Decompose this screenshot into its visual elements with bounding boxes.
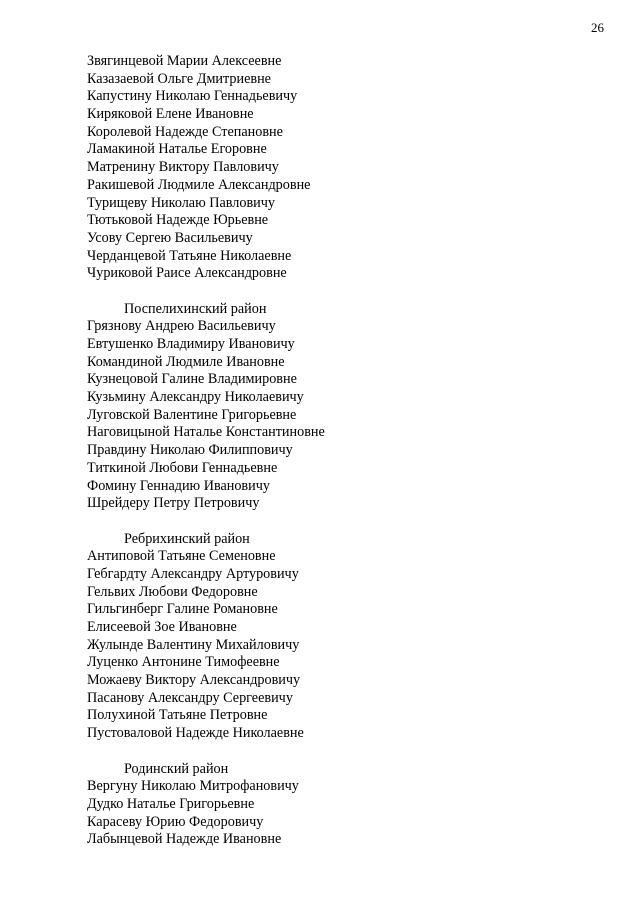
list-item: Правдину Николаю Филипповичу [87,442,293,459]
list-item: Черданцевой Татьяне Николаевне [87,247,292,264]
section-spacer [87,743,607,761]
section-pospelikhinsky [87,301,607,513]
list-item: Можаеву Виктору Александровичу [87,672,301,689]
section-heading: Ребрихинский район [124,530,250,547]
list-item: Титкиной Любови Геннадьевне [87,459,278,476]
list-item: Турищеву Николаю Павловичу [87,194,276,211]
list-item: Гебгардту Александру Артуровичу [87,565,299,582]
list-item: Матренину Виктору Павловичу [87,159,279,176]
list-item: Жулынде Валентину Михайловичу [87,636,300,653]
section-rebrikhinsky [87,531,607,743]
list-item: Наговицыной Наталье Константиновне [87,424,325,441]
list-item: Киряковой Елене Ивановне [87,106,254,123]
list-item: Звягинцевой Марии Алексеевне [87,53,282,69]
section-list [87,53,607,283]
list-item: Чуриковой Раисе Александровне [87,265,287,282]
list-item: Елисеевой Зое Ивановне [87,619,237,635]
list-item: Дудко Наталье Григорьевне [87,795,255,812]
list-item: Ламакиной Наталье Егоровне [87,141,267,158]
list-item: Командиной Людмиле Ивановне [87,353,285,370]
section-heading: Поспелихинский район [124,300,267,317]
list-item: Антиповой Татьяне Семеновне [87,548,276,565]
list-item: Фомину Геннадию Ивановичу [87,477,270,494]
list-item: Лабынцевой Надежде Ивановне [87,831,282,848]
page-number: 26 [591,20,604,35]
list-item: Луценко Антонине Тимофеевне [87,654,280,671]
list-item: Усову Сергею Васильевичу [87,229,253,246]
list-item: Ракишевой Людмиле Александровне [87,176,311,193]
list-item: Евтушенко Владимиру Ивановичу [87,336,295,352]
list-item: Карасеву Юрию Федоровичу [87,813,264,830]
section-heading: Родинский район [124,760,229,777]
list-item: Капустину Николаю Геннадьевичу [87,88,298,105]
list-item: Гельвих Любови Федоровне [87,583,258,600]
section-rodinsky [87,761,607,849]
list-item: Полухиной Татьяне Петровне [87,707,268,724]
list-item: Пустоваловой Надежде Николаевне [87,725,304,742]
list-item: Луговской Валентине Григорьевне [87,406,297,423]
list-item: Кузьмину Александру Николаевичу [87,389,304,406]
list-item: Вергуну Николаю Митрофановичу [87,778,299,795]
list-item: Казазаевой Ольге Дмитриевне [87,70,271,87]
list-item: Гильгинберг Галине Романовне [87,601,278,618]
list-item: Грязнову Андрею Васильевичу [87,318,276,335]
section-spacer [87,283,607,301]
list-item: Кузнецовой Галине Владимировне [87,371,297,388]
list-item: Тютьковой Надежде Юрьевне [87,212,269,229]
list-item: Пасанову Александру Сергеевичу [87,689,293,706]
list-item: Королевой Надежде Степановне [87,123,283,140]
document-body [87,53,607,849]
section-spacer [87,513,607,531]
list-item: Шрейдеру Петру Петровичу [87,495,260,512]
